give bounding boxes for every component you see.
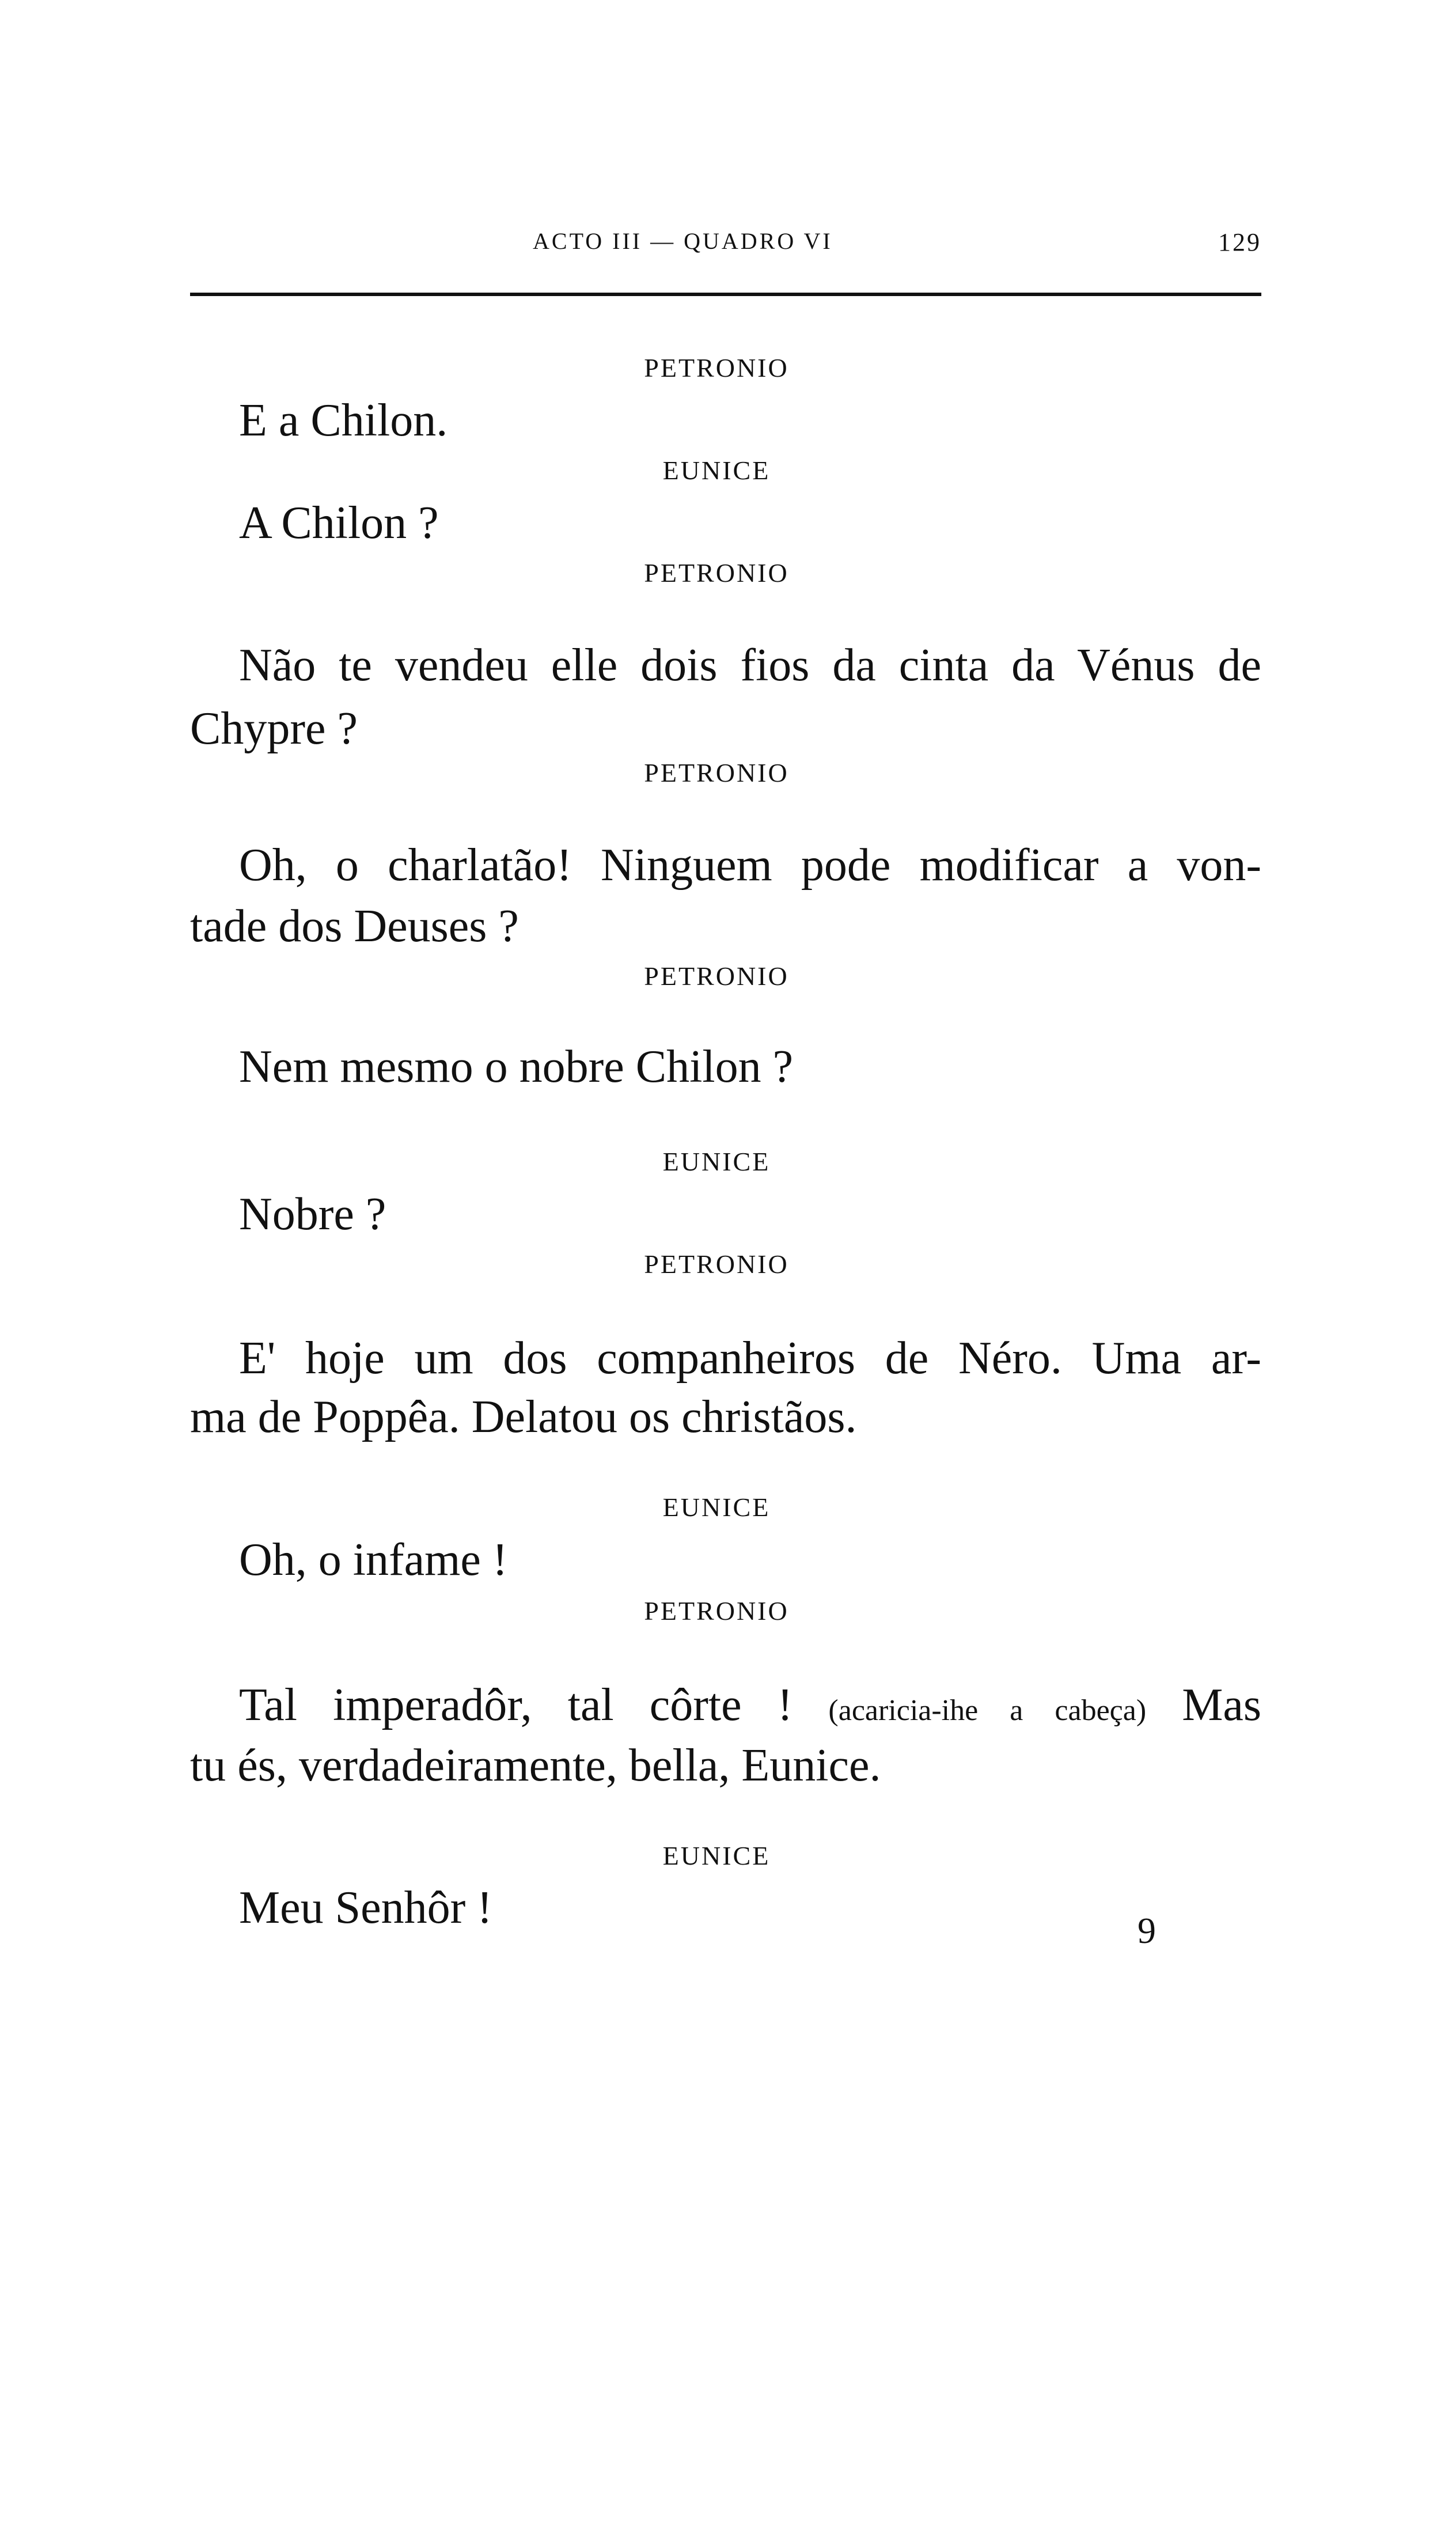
dialogue-line: Nobre ? (239, 1189, 386, 1240)
running-header (190, 228, 1261, 268)
dialogue-line: Oh, o charlatão! Ninguem pode modificar a von- (239, 840, 1261, 891)
dialogue-line: tade dos Deuses ? (190, 901, 519, 952)
dialogue-line: ma de Poppêa. Delatou os christãos. (190, 1392, 857, 1442)
dialogue-line: E' hoje um dos companheiros de Néro. Uma ar- (239, 1333, 1261, 1384)
dialogue-line (239, 1682, 1261, 1728)
dialogue-line: A Chilon ? (239, 498, 439, 548)
dialogue-text: Tal imperadôr, tal côrte ! (239, 1680, 793, 1730)
dialogue-line: Nem mesmo o nobre Chilon ? (239, 1041, 794, 1092)
speaker-name: PETRONIO (644, 758, 789, 787)
header-rule (190, 293, 1261, 296)
dialogue-line: Não te vendeu elle dois fios da cinta da Vénus de (239, 640, 1261, 691)
speaker-name: PETRONIO (644, 1596, 789, 1626)
speaker-name: PETRONIO (644, 353, 789, 382)
speaker-name: PETRONIO (644, 961, 789, 991)
signature-mark: 9 (1138, 1910, 1156, 1951)
speaker-name: EUNICE (662, 1492, 771, 1522)
speaker-name: EUNICE (662, 1147, 771, 1176)
speaker-name: PETRONIO (644, 558, 789, 588)
stage-direction: (acaricia-ihe a cabeça) (828, 1694, 1147, 1727)
running-title: ACTO III — QUADRO VI (533, 228, 833, 254)
dialogue-text: Mas (1182, 1680, 1261, 1730)
page-number: 129 (1218, 228, 1261, 256)
dialogue-line: Oh, o infame ! (239, 1535, 508, 1585)
speaker-name: EUNICE (662, 1841, 771, 1870)
speaker-name: PETRONIO (644, 1249, 789, 1279)
dialogue-line: Meu Senhôr ! (239, 1882, 492, 1933)
dialogue-line: Chypre ? (190, 703, 358, 754)
dialogue-line: tu és, verdadeiramente, bella, Eunice. (190, 1740, 881, 1791)
speaker-name: EUNICE (662, 456, 771, 485)
dialogue-line: E a Chilon. (239, 395, 448, 446)
